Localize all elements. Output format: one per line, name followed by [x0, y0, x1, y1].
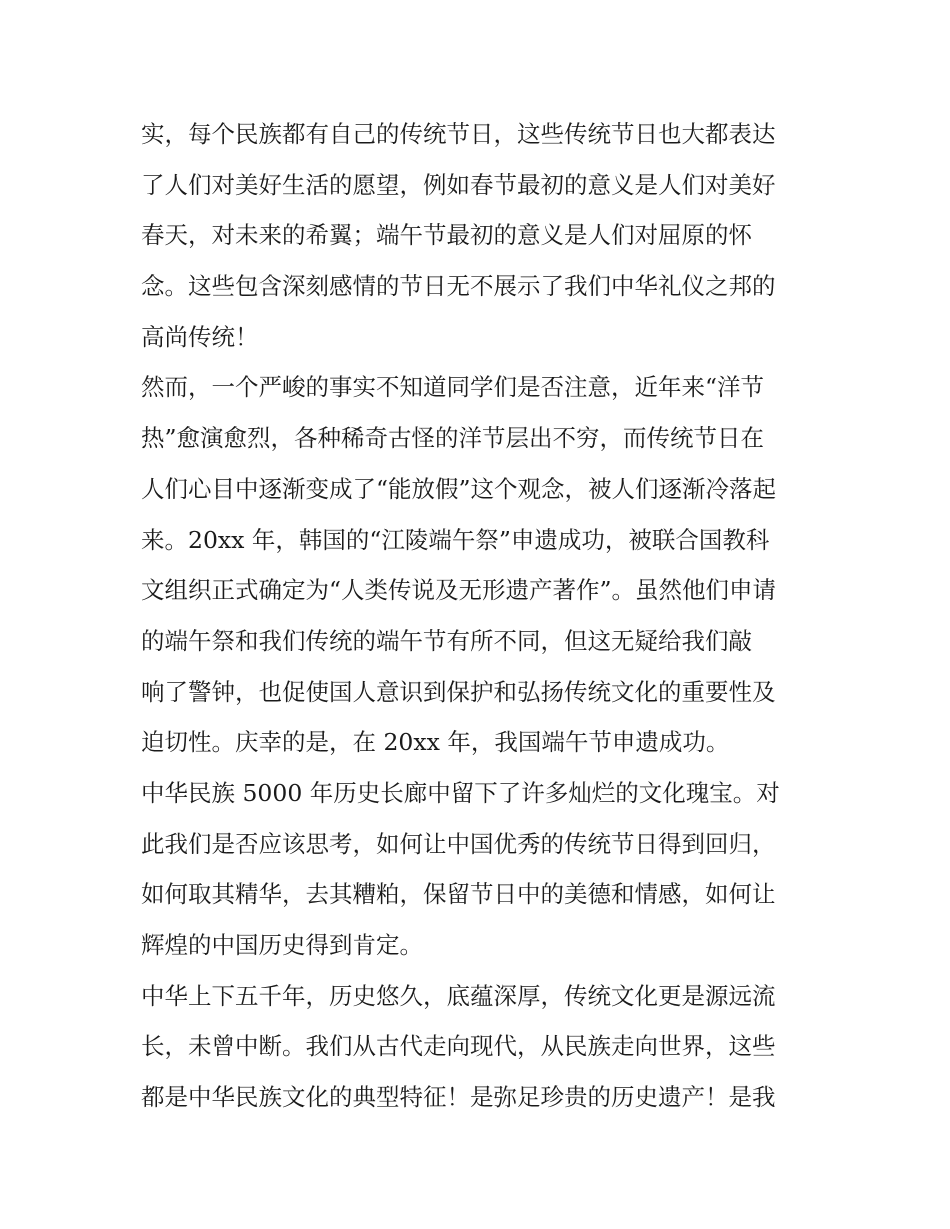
text-line: 高尚传统！ [141, 322, 259, 351]
text-line: 春天，对未来的希翼；端午节最初的意义是人们对屈原的怀 [141, 221, 752, 250]
text-line: 热”愈演愈烈，各种稀奇古怪的洋节层出不穷，而传统节日在 [141, 424, 765, 453]
text-line: 实，每个民族都有自己的传统节日，这些传统节日也大都表达 [141, 120, 776, 148]
text-line: 辉煌的中国历史得到肯定。 [141, 931, 423, 959]
text-line: 中华民族 5000 年历史长廊中留下了许多灿烂的文化瑰宝。对 [141, 778, 780, 807]
text-line: 此我们是否应该思考，如何让中国优秀的传统节日得到回归， [141, 829, 776, 858]
text-line: 来。20xx 年，韩国的“江陵端午祭”申遗成功，被联合国教科 [141, 525, 770, 554]
text-line: 长，未曾中断。我们从古代走向现代，从民族走向世界，这些 [141, 1032, 776, 1061]
text-line: 文组织正式确定为“人类传说及无形遗产著作”。虽然他们申请 [141, 576, 777, 605]
text-line: 如何取其精华，去其糟粕，保留节日中的美德和情感，如何让 [141, 880, 776, 909]
text-line: 了人们对美好生活的愿望，例如春节最初的意义是人们对美好 [141, 170, 776, 199]
text-line: 人们心目中逐渐变成了“能放假”这个观念，被人们逐渐冷落起 [141, 474, 777, 503]
text-line: 迫切性。庆幸的是，在 20xx 年，我国端午节申遗成功。 [141, 728, 730, 757]
text-line: 念。这些包含深刻感情的节日无不展示了我们中华礼仪之邦的 [141, 272, 776, 301]
text-line: 响了警钟，也促使国人意识到保护和弘扬传统文化的重要性及 [141, 677, 776, 706]
text-line: 都是中华民族文化的典型特征！是弥足珍贵的历史遗产！是我 [141, 1083, 776, 1112]
text-line: 然而，一个严峻的事实不知道同学们是否注意，近年来“洋节 [141, 373, 765, 402]
text-line: 中华上下五千年，历史悠久，底蕴深厚，传统文化更是源远流 [141, 981, 776, 1010]
text-line: 的端午祭和我们传统的端午节有所不同，但这无疑给我们敲 [141, 626, 752, 655]
document-body-text [141, 109, 813, 1123]
